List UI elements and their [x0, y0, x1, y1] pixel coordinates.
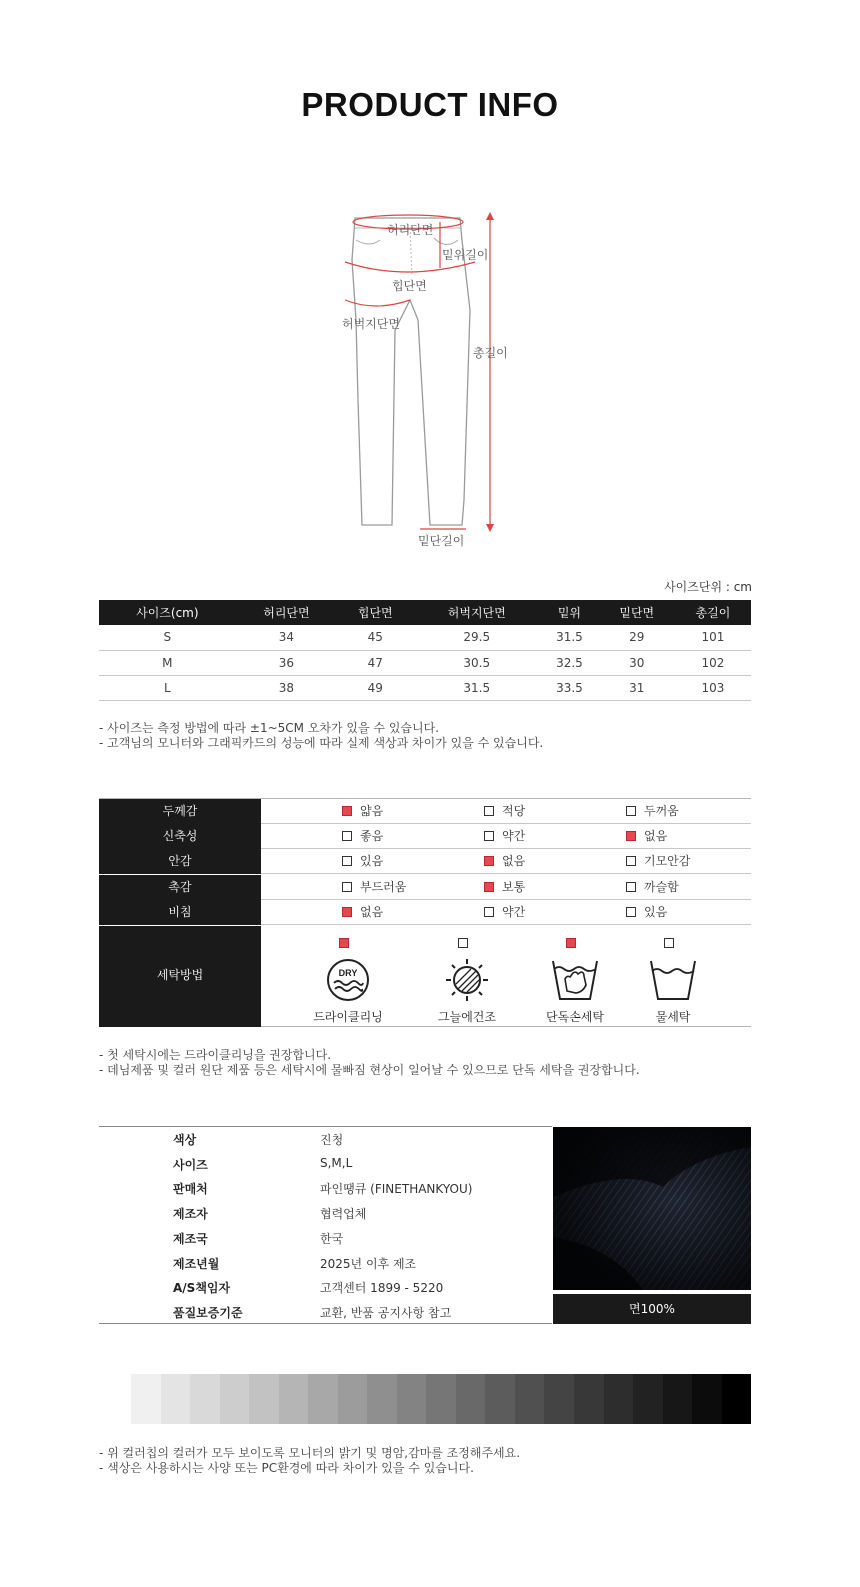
size-table-header-cell: 허벅지단면 [413, 600, 540, 625]
size-unit: 사이즈단위 : cm [664, 580, 752, 594]
option-label: 좋음 [360, 829, 384, 843]
feature-row [99, 849, 751, 874]
color-chip [426, 1374, 456, 1424]
size-note: - 고객님의 모니터와 그래픽카드의 성능에 따라 실제 색상과 차이가 있을 수 있습니다. [99, 736, 544, 750]
feature-option [342, 900, 383, 925]
color-chip [515, 1374, 545, 1424]
checkbox-icon [626, 831, 636, 841]
washing-method-name: 물세탁 [655, 1010, 691, 1024]
feature-table [99, 798, 751, 1027]
hand-wash-icon [550, 957, 600, 1003]
size-table-header-cell: 총길이 [675, 600, 751, 625]
page-title: PRODUCT INFO [301, 86, 559, 123]
option-label: 부드러움 [360, 880, 407, 894]
option-label: 기모안감 [644, 854, 691, 868]
checkbox-icon [626, 856, 636, 866]
feature-row [99, 824, 751, 849]
info-key: 제조자 [173, 1207, 208, 1222]
feature-option [342, 799, 383, 824]
table-cell: 38 [236, 675, 338, 700]
info-key: 제조국 [173, 1231, 208, 1246]
feature-option [342, 849, 383, 874]
info-value: 파인땡큐 (FINETHANKYOU) [320, 1182, 473, 1197]
color-note: - 위 컬러칩의 컬러가 모두 보이도록 모니터의 밝기 및 명암,감마를 조정해주세요. [99, 1446, 521, 1460]
option-label: 있음 [360, 854, 384, 868]
feature-option [484, 900, 525, 925]
info-row [99, 1275, 552, 1300]
feature-label: 촉감 [99, 875, 261, 900]
feature-option [626, 799, 679, 824]
wash-notes [99, 1048, 640, 1078]
color-chip [633, 1374, 663, 1424]
table-cell: 33.5 [540, 675, 598, 700]
table-row [99, 675, 751, 700]
feature-option [484, 875, 525, 900]
feature-option [626, 875, 679, 900]
option-label: 약간 [502, 905, 526, 919]
option-label: 없음 [360, 905, 384, 919]
table-cell: 30 [599, 650, 675, 675]
grayscale-chart [131, 1374, 751, 1424]
feature-label: 두께감 [99, 799, 261, 824]
color-chip [692, 1374, 722, 1424]
option-label: 보통 [502, 880, 526, 894]
feature-row [99, 875, 751, 900]
color-chip [485, 1374, 515, 1424]
checkbox-icon [484, 907, 494, 917]
checkbox-icon [339, 938, 349, 948]
table-cell: 31 [599, 675, 675, 700]
color-chip [249, 1374, 279, 1424]
info-key: 색상 [173, 1133, 197, 1147]
info-row [99, 1251, 552, 1276]
info-row [99, 1152, 552, 1177]
size-table-header-cell: 밑단면 [599, 600, 675, 625]
checkbox-icon [626, 806, 636, 816]
fabric-composition: 면100% [553, 1294, 751, 1324]
table-cell: 47 [337, 650, 413, 675]
feature-row [99, 900, 751, 925]
color-chip [456, 1374, 486, 1424]
table-cell: 102 [675, 650, 751, 675]
info-key: 품질보증기준 [173, 1305, 243, 1320]
pants-outline-icon [330, 200, 530, 560]
checkbox-icon [342, 856, 352, 866]
wash-note: - 첫 세탁시에는 드라이클리닝을 권장합니다. [99, 1048, 332, 1062]
feature-row [99, 799, 751, 824]
checkbox-icon [626, 907, 636, 917]
info-value: S,M,L [320, 1155, 353, 1170]
color-chip [574, 1374, 604, 1424]
diagram-label-waist: 허리단면 [387, 223, 434, 237]
water-wash-icon [648, 957, 698, 1003]
info-key: A/S책임자 [173, 1281, 231, 1296]
washing-label: 세탁방법 [99, 926, 261, 1027]
size-notes [99, 721, 543, 751]
table-cell: 45 [337, 625, 413, 650]
size-table-header [99, 600, 751, 625]
table-row [99, 625, 751, 650]
checkbox-icon [626, 882, 636, 892]
checkbox-icon [342, 882, 352, 892]
option-label: 없음 [644, 829, 668, 843]
info-key: 사이즈 [173, 1157, 208, 1172]
color-chip [367, 1374, 397, 1424]
checkbox-icon [458, 938, 468, 948]
size-table-header-cell: 허리단면 [236, 600, 338, 625]
info-value: 진청 [320, 1133, 344, 1147]
option-label: 없음 [502, 854, 526, 868]
table-cell: S [99, 625, 236, 650]
feature-option [626, 849, 690, 874]
color-chip [604, 1374, 634, 1424]
table-cell: 30.5 [413, 650, 540, 675]
table-cell: 103 [675, 675, 751, 700]
diagram-label-rise: 밑위길이 [442, 248, 489, 262]
shade-dry-icon [444, 957, 490, 1003]
option-label: 까슬함 [644, 880, 679, 894]
color-chip [161, 1374, 191, 1424]
table-cell: 31.5 [413, 675, 540, 700]
washing-method-hand-wash [530, 932, 620, 1025]
washing-method-name: 드라이클리닝 [313, 1010, 383, 1024]
feature-option [484, 849, 525, 874]
table-row [99, 650, 751, 675]
table-cell: 34 [236, 625, 338, 650]
color-note: - 색상은 사용하시는 사양 또는 PC환경에 따라 차이가 있을 수 있습니다. [99, 1461, 474, 1475]
washing-method-shade-dry [422, 932, 512, 1025]
checkbox-icon [342, 907, 352, 917]
feature-option [484, 799, 525, 824]
checkbox-icon [484, 806, 494, 816]
color-chip [308, 1374, 338, 1424]
color-chip [544, 1374, 574, 1424]
info-row [99, 1226, 552, 1251]
feature-option [342, 824, 383, 849]
table-cell: 32.5 [540, 650, 598, 675]
feature-option [626, 900, 667, 925]
table-cell: 49 [337, 675, 413, 700]
color-chip [279, 1374, 309, 1424]
info-row [99, 1176, 552, 1201]
denim-texture-icon [553, 1127, 751, 1290]
color-chip [190, 1374, 220, 1424]
table-cell: 29 [599, 625, 675, 650]
dry-clean-icon [325, 957, 371, 1003]
size-note: - 사이즈는 측정 방법에 따라 ±1~5CM 오차가 있을 수 있습니다. [99, 721, 440, 735]
info-value: 교환, 반품 공지사항 참고 [320, 1305, 452, 1320]
option-label: 적당 [502, 804, 526, 818]
dry-text: DRY [338, 968, 358, 978]
table-cell: 29.5 [413, 625, 540, 650]
option-label: 얇음 [360, 804, 384, 818]
option-label: 있음 [644, 905, 668, 919]
checkbox-icon [484, 831, 494, 841]
checkbox-icon [484, 882, 494, 892]
diagram-label-hem: 밑단길이 [418, 534, 465, 548]
feature-option [342, 875, 406, 900]
info-row [99, 1127, 552, 1152]
info-value: 2025년 이후 제조 [320, 1256, 417, 1271]
info-row [99, 1300, 552, 1325]
color-chip [397, 1374, 427, 1424]
feature-option [484, 824, 525, 849]
washing-method-water-wash [628, 932, 718, 1025]
color-chip [722, 1374, 752, 1424]
info-value: 한국 [320, 1231, 344, 1246]
info-key: 판매처 [173, 1182, 208, 1197]
feature-label: 안감 [99, 849, 261, 874]
feature-label: 신축성 [99, 824, 261, 849]
feature-label: 비침 [99, 900, 261, 925]
table-cell: L [99, 675, 236, 700]
fabric-swatch-image [553, 1127, 751, 1290]
color-notes [99, 1446, 520, 1476]
table-cell: M [99, 650, 236, 675]
pants-diagram [330, 200, 530, 560]
checkbox-icon [566, 938, 576, 948]
washing-method-name: 그늘에건조 [438, 1010, 496, 1024]
diagram-label-thigh: 허벅지단면 [342, 317, 400, 331]
washing-method-dry [303, 932, 393, 1025]
color-chip [220, 1374, 250, 1424]
size-table-header-cell: 밑위 [540, 600, 598, 625]
product-info-table [99, 1126, 552, 1324]
info-row [99, 1201, 552, 1226]
wash-note: - 데님제품 및 컬러 원단 제품 등은 세탁시에 물빠짐 현상이 일어날 수 있으므로 단독 세탁을 권장합니다. [99, 1063, 640, 1077]
size-table-header-cell: 힙단면 [337, 600, 413, 625]
checkbox-icon [664, 938, 674, 948]
diagram-label-hip: 힙단면 [392, 279, 427, 293]
color-chip [663, 1374, 693, 1424]
feature-option [626, 824, 667, 849]
color-chip [338, 1374, 368, 1424]
option-label: 약간 [502, 829, 526, 843]
table-cell: 101 [675, 625, 751, 650]
table-cell: 36 [236, 650, 338, 675]
size-table [99, 600, 751, 701]
checkbox-icon [342, 806, 352, 816]
option-label: 두꺼움 [644, 804, 679, 818]
table-cell: 31.5 [540, 625, 598, 650]
size-table-header-cell: 사이즈(cm) [99, 600, 236, 625]
color-chip [131, 1374, 161, 1424]
info-value: 고객센터 1899 - 5220 [320, 1281, 444, 1296]
checkbox-icon [484, 856, 494, 866]
washing-method-name: 단독손세탁 [546, 1010, 604, 1024]
info-key: 제조년월 [173, 1256, 220, 1271]
info-value: 협력업체 [320, 1207, 367, 1222]
checkbox-icon [342, 831, 352, 841]
diagram-label-total-length: 총길이 [473, 346, 508, 360]
